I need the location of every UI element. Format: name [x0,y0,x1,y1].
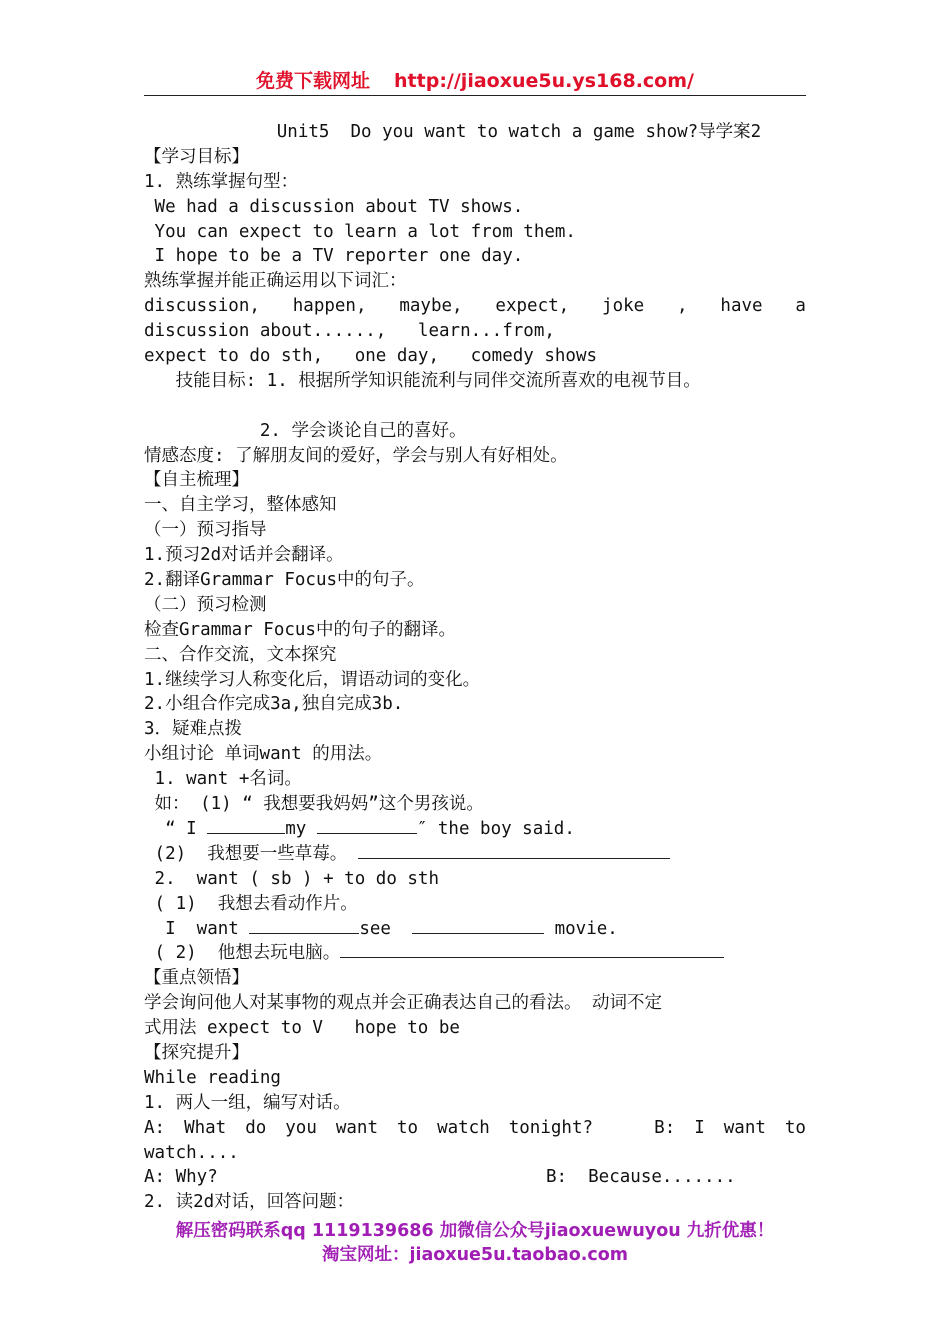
dialogue-word: do [245,1117,267,1138]
answer-blank[interactable] [207,817,285,834]
dialogue-word: you [285,1117,317,1138]
footer-shop-link[interactable]: 淘宝网址：jiaoxue5u.taobao.com [321,1245,629,1265]
section-goals-heading: 【学习目标】 [144,146,249,167]
dialogue-word: A: [144,1117,166,1138]
text-fragment: see [359,918,413,939]
page-footer [144,1219,806,1267]
part-heading: 一、自主学习，整体感知 [144,495,337,516]
section-key-heading: 【重点领悟】 [144,968,249,989]
text-fragment: I want [144,918,250,939]
text-fragment: ″ the boy said. [416,818,575,839]
text-fragment: (2) 我想要一些草莓。 [144,843,358,864]
vocab-intro: 熟练掌握并能正确运用以下词汇： [144,271,407,292]
sub-heading: （一）预习指导 [144,520,267,541]
document-body [144,120,824,1215]
list-item: 1.预习2d对话并会翻译。 [144,545,344,566]
header-divider [144,95,806,96]
usage-example: 如： (1) “ 我想要我妈妈”这个男孩说。 [144,794,484,815]
emotion-goal: 情感态度: 了解朋友间的爱好，学会与别人有好相处。 [144,445,568,466]
dialogue-b: B: Because....... [546,1167,736,1188]
page-header [144,68,806,94]
sentence-pattern: I hope to be a TV reporter one day. [144,246,524,267]
answer-blank[interactable] [412,917,544,934]
list-item: 1. 两人一组，编写对话。 [144,1092,351,1113]
document-title: Unit5 Do you want to watch a game show?导学案2 [276,122,762,142]
while-reading: While reading [144,1067,281,1088]
sentence-pattern: You can expect to learn a lot from them. [144,221,576,242]
vocab-word: maybe, [399,296,463,317]
text-fragment: ( 2) 他想去玩电脑。 [144,943,341,964]
dialogue-word: What [184,1117,227,1138]
dialogue-word: I [694,1117,705,1138]
skill-goal: 2. 学会谈论自己的喜好。 [144,420,467,441]
sentence-pattern: We had a discussion about TV shows. [144,196,524,217]
list-item: 2.翻译Grammar Focus中的句子。 [144,570,425,591]
answer-blank[interactable] [340,941,724,958]
sub-heading: （二）预习检测 [144,594,267,615]
vocab-word: a [795,296,806,317]
usage-example: ( 1) 我想去看动作片。 [144,893,358,914]
list-item: 1.继续学习人称变化后，谓语动词的变化。 [144,669,481,690]
vocab-word: , [677,296,688,317]
vocab-word: joke [602,296,645,317]
goal-item: 1. 熟练掌握句型： [144,171,299,192]
dialogue-word: to [784,1117,806,1138]
header-label: 免费下载网址 [256,70,371,92]
key-text: 式用法 expect to V hope to be [144,1018,460,1039]
dialogue-line [144,1165,824,1190]
dialogue-word: tonight? [508,1117,594,1138]
header-url-link[interactable]: http://jiaoxue5u.ys168.com/ [394,70,694,92]
usage-item: 1. want +名词。 [144,769,302,790]
answer-blank[interactable] [317,817,417,834]
dialogue-word: B: [612,1117,676,1138]
vocab-word: expect, [495,296,570,317]
list-item: 2.小组合作完成3a,独自完成3b. [144,694,404,715]
dialogue-word: to [397,1117,419,1138]
key-text: 学会询问他人对某事物的观点并会正确表达自己的看法。 动词不定 [144,993,663,1014]
text-fragment: my [285,818,317,839]
usage-item: 2. want ( sb ) + to do sth [144,868,440,889]
vocab-word: discussion, [144,296,260,317]
answer-blank[interactable] [249,917,359,934]
list-item: 3．疑难点拨 [144,719,243,740]
blank-line [144,394,824,419]
footer-contact: 解压密码联系qq 1119139686 加微信公众号jiaoxuewuyou 九折优惠！ [175,1221,775,1241]
dialogue-line [144,1116,806,1141]
dialogue-line: watch.... [144,1142,239,1163]
list-item: 2. 读2d对话，回答问题： [144,1192,355,1213]
vocab-line [144,294,806,319]
vocab-line: expect to do sth, one day, comedy shows [144,346,598,367]
part-heading: 二、合作交流，文本探究 [144,644,337,665]
section-self-heading: 【自主梳理】 [144,470,249,491]
list-item: 检查Grammar Focus中的句子的翻译。 [144,619,456,640]
vocab-word: happen, [292,296,367,317]
vocab-line: discussion about......, learn...from, [144,321,555,342]
dialogue-a: A: Why? [144,1167,218,1188]
fill-blank-line [144,842,824,867]
text-fragment: movie. [544,918,618,939]
skill-goal: 技能目标: 1. 根据所学知识能流利与同伴交流所喜欢的电视节目。 [144,370,701,391]
dialogue-word: watch [437,1117,490,1138]
list-item: 小组讨论 单词want 的用法。 [144,744,383,765]
fill-blank-line [144,941,824,966]
dialogue-word: want [723,1117,766,1138]
vocab-word: have [720,296,763,317]
dialogue-word: want [335,1117,379,1138]
text-fragment: “ I [144,818,208,839]
fill-blank-line [144,917,824,942]
fill-blank-line [144,817,824,842]
answer-blank[interactable] [358,842,670,859]
section-explore-heading: 【探究提升】 [144,1042,249,1063]
